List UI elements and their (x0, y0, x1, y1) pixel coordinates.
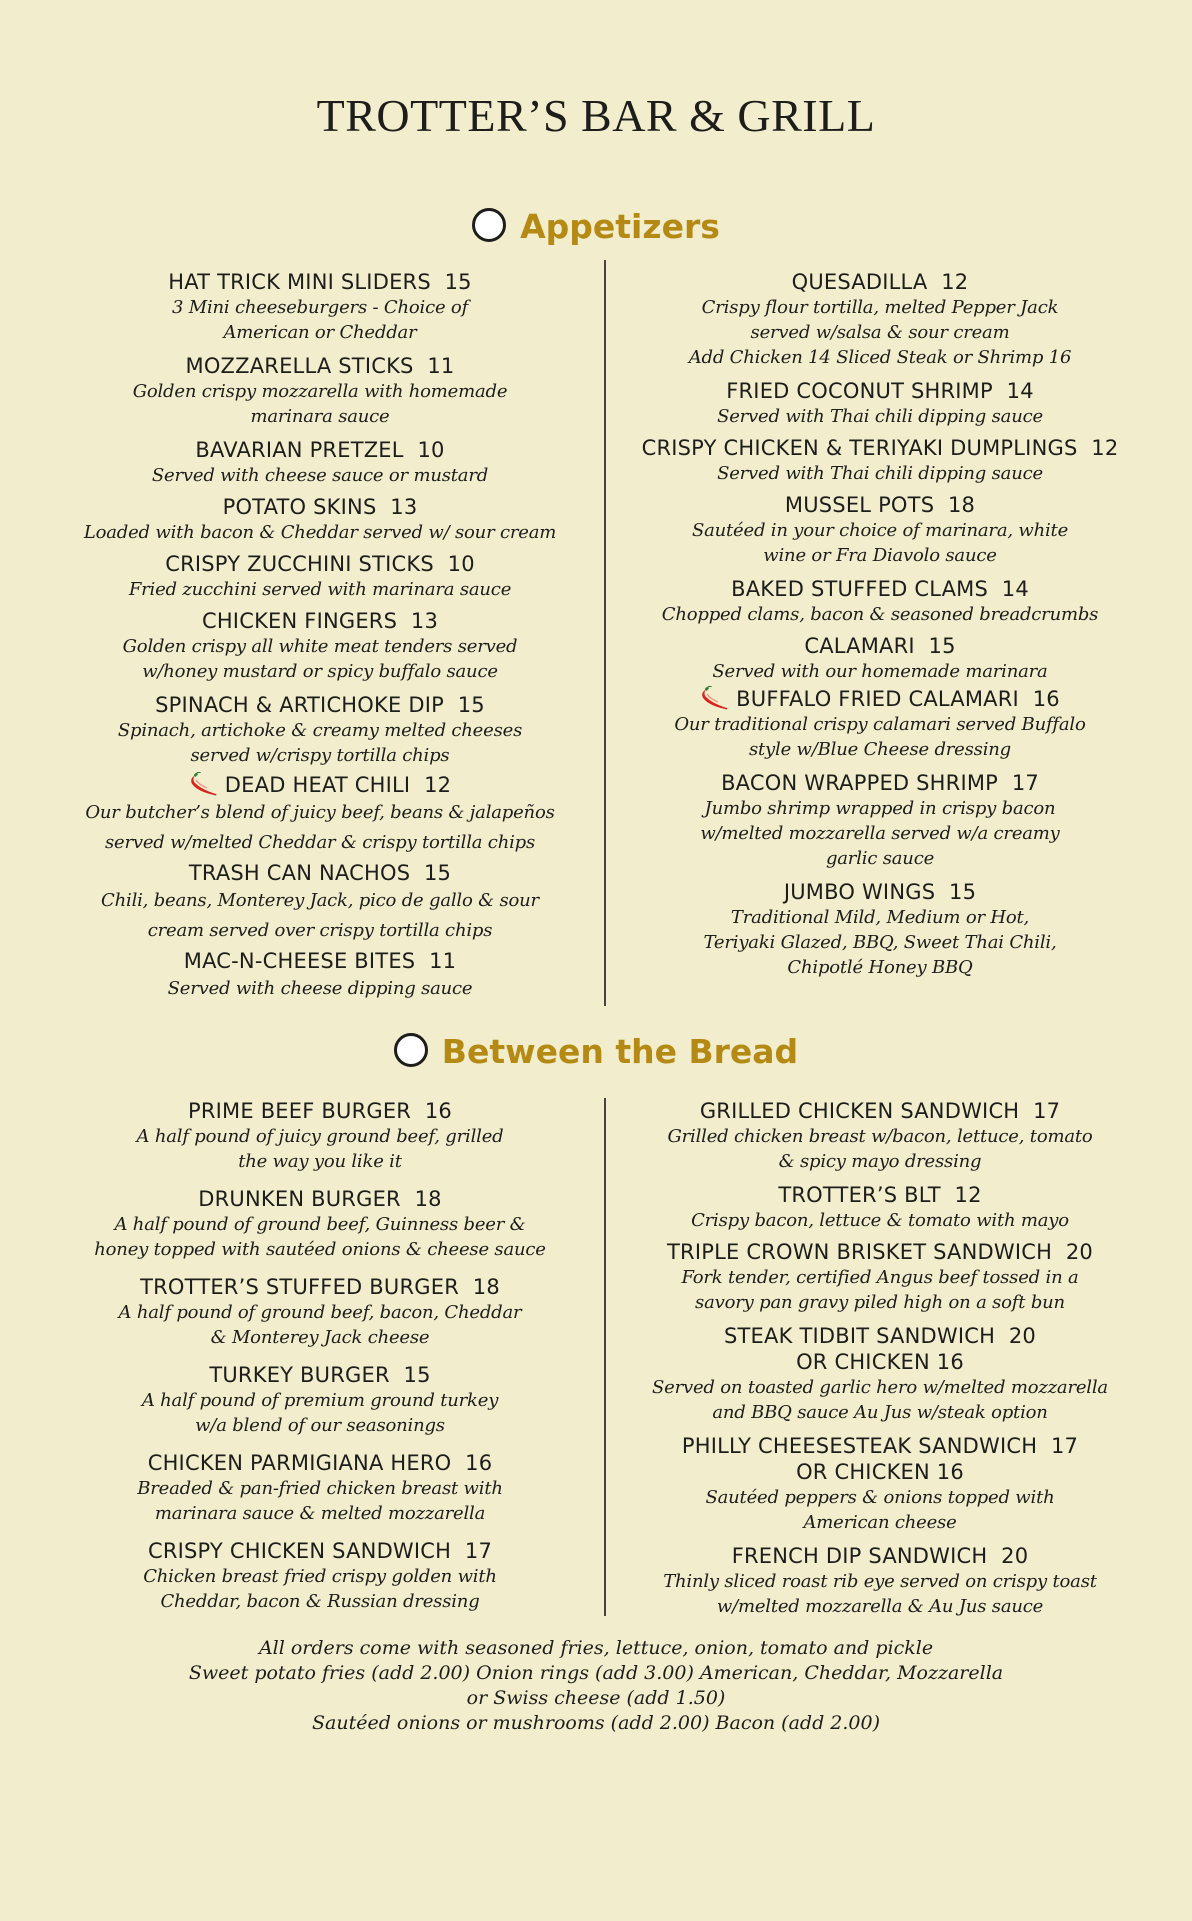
item-price: 15 (444, 270, 472, 294)
item-price: 17 (1033, 1099, 1061, 1123)
item-description: wine or Fra Diavolo sauce (763, 545, 997, 566)
item-price: 17 (464, 1539, 493, 1563)
menu-item (70, 1274, 570, 1350)
item-price: 16 (1032, 687, 1060, 711)
item-description: Crispy flour tortilla, melted Pepper Jack (701, 297, 1059, 318)
item-description: garlic sauce (825, 848, 935, 869)
sides-and-addons-note (0, 1636, 1192, 1736)
item-name: TURKEY BURGER 15 (209, 1363, 431, 1387)
chili-pepper-icon (700, 686, 730, 712)
item-description: Golden crispy mozzarella with homemade (132, 381, 508, 402)
menu-item (630, 1239, 1130, 1315)
item-description: w/melted mozzarella served w/a creamy (700, 823, 1060, 844)
menu-item (70, 1098, 570, 1174)
menu-item (70, 551, 570, 602)
item-description: marinara sauce & melted mozzarella (154, 1503, 486, 1524)
item-alternative: OR CHICKEN 16 (796, 1350, 964, 1374)
item-description: served w/melted Cheddar & crispy tortilla chips (104, 832, 536, 853)
menu-item (630, 378, 1130, 429)
menu-item (630, 269, 1130, 370)
menu-item (70, 948, 570, 1004)
item-description: w/melted mozzarella & Au Jus sauce (716, 1596, 1044, 1617)
item-price: 18 (947, 493, 976, 517)
item-description: A half pound of juicy ground beef, grilled (136, 1126, 504, 1147)
item-price: 15 (949, 880, 977, 904)
item-description: savory pan gravy piled high on a soft bun (695, 1292, 1065, 1313)
item-description: Served on toasted garlic hero w/melted mozzarella (652, 1377, 1108, 1398)
menu-item (70, 494, 570, 545)
item-name: POTATO SKINS 13 (222, 495, 418, 519)
bread-divider (604, 1098, 606, 1616)
item-description: honey topped with sautéed onions & cheese sauce (94, 1239, 546, 1260)
item-description: A half pound of ground beef, bacon, Cheddar (118, 1302, 522, 1323)
footer-line: or Swiss cheese (add 1.50) (466, 1687, 726, 1709)
menu-item (70, 692, 570, 768)
menu-item (630, 492, 1130, 568)
between-the-bread-heading (0, 1030, 1192, 1074)
circle-bullet-icon (472, 208, 506, 242)
item-description: Our traditional crispy calamari served Buffalo (674, 714, 1086, 735)
item-price: 18 (472, 1275, 500, 1299)
item-description: and BBQ sauce Au Jus w/steak option (712, 1402, 1048, 1423)
item-name: MOZZARELLA STICKS 11 (185, 354, 455, 378)
item-description: A half pound of premium ground turkey (141, 1390, 499, 1411)
appetizers-left-column (70, 269, 570, 1004)
item-price: 20 (1001, 1544, 1029, 1568)
item-description: w/honey mustard or spicy buffalo sauce (142, 661, 498, 682)
menu-item (70, 1362, 570, 1438)
item-description: Crispy bacon, lettuce & tomato with mayo (691, 1210, 1069, 1231)
item-name: CHICKEN PARMIGIANA HERO 16 (147, 1451, 493, 1475)
appetizers-heading (0, 205, 1192, 249)
item-description: w/a blend of our seasonings (195, 1415, 445, 1436)
item-price: 13 (410, 609, 439, 633)
menu-item (630, 633, 1130, 684)
item-price: 20 (1065, 1240, 1093, 1264)
menu-item (70, 1186, 570, 1262)
item-description: Loaded with bacon & Cheddar served w/ sour cream (83, 522, 557, 543)
menu-item (630, 1098, 1130, 1174)
item-name: CRISPY ZUCCHINI STICKS 10 (165, 552, 475, 576)
item-price: 15 (403, 1363, 431, 1387)
menu-item (70, 353, 570, 429)
item-description: marinara sauce (250, 406, 390, 427)
menu-item (70, 1450, 570, 1526)
bread-right-column (630, 1098, 1130, 1619)
item-name: DRUNKEN BURGER 18 (198, 1187, 442, 1211)
menu-item (70, 269, 570, 345)
item-description: served w/salsa & sour cream (750, 322, 1010, 343)
item-price: 10 (447, 552, 475, 576)
item-name: CALAMARI 15 (804, 634, 956, 658)
item-price: 12 (424, 773, 452, 797)
appetizers-heading-text: Appetizers (520, 207, 720, 246)
item-name: JUMBO WINGS 15 (783, 880, 977, 904)
item-description: Sautéed peppers & onions topped with (705, 1487, 1055, 1508)
item-description: Breaded & pan-fried chicken breast with (137, 1478, 503, 1499)
item-name: QUESADILLA 12 (791, 270, 969, 294)
circle-bullet-icon (394, 1033, 428, 1067)
item-price: 10 (417, 438, 445, 462)
item-description: & spicy mayo dressing (778, 1151, 982, 1172)
item-name: TROTTER’S BLT 12 (778, 1183, 982, 1207)
menu-item (630, 1433, 1130, 1535)
item-description: Add Chicken 14 Sliced Steak or Shrimp 16 (688, 347, 1072, 368)
menu-item (630, 1323, 1130, 1425)
item-price: 20 (1008, 1324, 1036, 1348)
chili-pepper-icon (189, 772, 219, 798)
item-name: GRILLED CHICKEN SANDWICH 17 (699, 1099, 1061, 1123)
item-name: CHICKEN FINGERS 13 (201, 609, 439, 633)
item-description: & Monterey Jack cheese (210, 1327, 430, 1348)
item-price: 16 (465, 1451, 493, 1475)
item-description: Served with Thai chili dipping sauce (717, 463, 1043, 484)
item-price: 15 (457, 693, 485, 717)
item-name: MAC-N-CHEESE BITES 11 (183, 949, 457, 973)
item-alternative: OR CHICKEN 16 (796, 1460, 964, 1484)
footer-line: All orders come with seasoned fries, lettuce, onion, tomato and pickle (258, 1637, 934, 1659)
bread-left-column (70, 1098, 570, 1614)
item-name: PRIME BEEF BURGER 16 (187, 1099, 452, 1123)
item-description: Served with our homemade marinara (712, 661, 1048, 682)
item-name: TRIPLE CROWN BRISKET SANDWICH 20 (667, 1240, 1093, 1264)
menu-item (70, 608, 570, 684)
restaurant-title: TROTTER’S BAR & GRILL (316, 90, 876, 141)
item-price: 15 (424, 861, 452, 885)
item-name: HAT TRICK MINI SLIDERS 15 (168, 270, 472, 294)
item-name: TRASH CAN NACHOS 15 (188, 861, 452, 885)
item-description: Spinach, artichoke & creamy melted cheeses (117, 720, 523, 741)
item-description: Served with cheese sauce or mustard (151, 465, 489, 486)
menu-item (630, 686, 1130, 762)
item-description: Thinly sliced roast rib eye served on crispy toast (663, 1571, 1097, 1592)
item-price: 18 (414, 1187, 442, 1211)
menu-item (70, 1538, 570, 1614)
menu-item (630, 435, 1130, 486)
item-name: FRENCH DIP SANDWICH 20 (731, 1544, 1029, 1568)
menu-item (70, 860, 570, 946)
menu-item (70, 772, 570, 858)
item-name: TROTTER’S STUFFED BURGER 18 (140, 1275, 500, 1299)
item-description: Served with Thai chili dipping sauce (717, 406, 1043, 427)
item-price: 14 (1006, 379, 1034, 403)
menu-item (630, 1182, 1130, 1233)
footer-line: Sweet potato fries (add 2.00) Onion rings (add 3.00) American, Cheddar, Mozzarella (188, 1662, 1004, 1684)
item-description: Chipotlé Honey BBQ (787, 957, 973, 978)
item-description: Chicken breast fried crispy golden with (143, 1566, 497, 1587)
item-name: BAKED STUFFED CLAMS 14 (731, 577, 1029, 601)
between-the-bread-heading-text: Between the Bread (441, 1032, 799, 1071)
item-price: 14 (1001, 577, 1029, 601)
menu-item (630, 770, 1130, 871)
item-description: Sautéed in your choice of marinara, white (691, 520, 1069, 541)
item-description: Chopped clams, bacon & seasoned breadcrumbs (661, 604, 1099, 625)
item-name: SPINACH & ARTICHOKE DIP 15 (155, 693, 485, 717)
item-price: 13 (390, 495, 418, 519)
item-description: Cheddar, bacon & Russian dressing (160, 1591, 480, 1612)
appetizers-right-column (630, 269, 1130, 980)
item-description: Golden crispy all white meat tenders served (122, 636, 518, 657)
item-description: A half pound of ground beef, Guinness beer & (114, 1214, 526, 1235)
item-description: Our butcher’s blend of juicy beef, beans & jalapeños (85, 802, 555, 823)
item-description: Teriyaki Glazed, BBQ, Sweet Thai Chili, (703, 932, 1057, 953)
item-description: Jumbo shrimp wrapped in crispy bacon (704, 798, 1056, 819)
item-description: Chili, beans, Monterey Jack, pico de gallo & sour (101, 890, 539, 911)
menu-item (70, 437, 570, 488)
footer-line: Sautéed onions or mushrooms (add 2.00) Bacon (add 2.00) (311, 1712, 881, 1734)
item-price: 12 (1091, 436, 1119, 460)
item-name: MUSSEL POTS 18 (784, 493, 976, 517)
item-description: Fork tender, certified Angus beef tossed in a (681, 1267, 1079, 1288)
item-description: Grilled chicken breast w/bacon, lettuce, tomato (667, 1126, 1093, 1147)
item-name: PHILLY CHEESESTEAK SANDWICH 17 (681, 1434, 1079, 1458)
item-description: served w/crispy tortilla chips (190, 745, 450, 766)
item-name: CRISPY CHICKEN & TERIYAKI DUMPLINGS 12 (641, 436, 1119, 460)
item-name: DEAD HEAT CHILI 12 (70, 772, 570, 798)
item-description: American cheese (803, 1512, 957, 1533)
item-price: 12 (941, 270, 969, 294)
item-price: 12 (954, 1183, 982, 1207)
item-price: 11 (429, 949, 457, 973)
item-price: 17 (1051, 1434, 1079, 1458)
item-description: Served with cheese dipping sauce (167, 978, 473, 999)
item-price: 11 (427, 354, 455, 378)
item-name: FRIED COCONUT SHRIMP 14 (726, 379, 1034, 403)
item-name: BAVARIAN PRETZEL 10 (195, 438, 445, 462)
menu-item (630, 879, 1130, 980)
item-description: style w/Blue Cheese dressing (748, 739, 1011, 760)
appetizers-divider (604, 260, 606, 1006)
item-price: 17 (1011, 771, 1039, 795)
item-description: the way you like it (238, 1151, 402, 1172)
item-price: 15 (928, 634, 956, 658)
item-description: Traditional Mild, Medium or Hot, (730, 907, 1030, 928)
item-description: cream served over crispy tortilla chips (147, 920, 493, 941)
menu-item (630, 1543, 1130, 1619)
item-price: 16 (424, 1099, 452, 1123)
item-description: 3 Mini cheeseburgers - Choice of (171, 297, 469, 318)
menu-item (630, 576, 1130, 627)
item-description: American or Cheddar (223, 322, 417, 343)
item-name: BUFFALO FRIED CALAMARI 16 (630, 686, 1130, 712)
item-description: Fried zucchini served with marinara sauce (128, 579, 512, 600)
item-name: BACON WRAPPED SHRIMP 17 (721, 771, 1039, 795)
item-name: STEAK TIDBIT SANDWICH 20 (724, 1324, 1036, 1348)
item-name: CRISPY CHICKEN SANDWICH 17 (147, 1539, 493, 1563)
